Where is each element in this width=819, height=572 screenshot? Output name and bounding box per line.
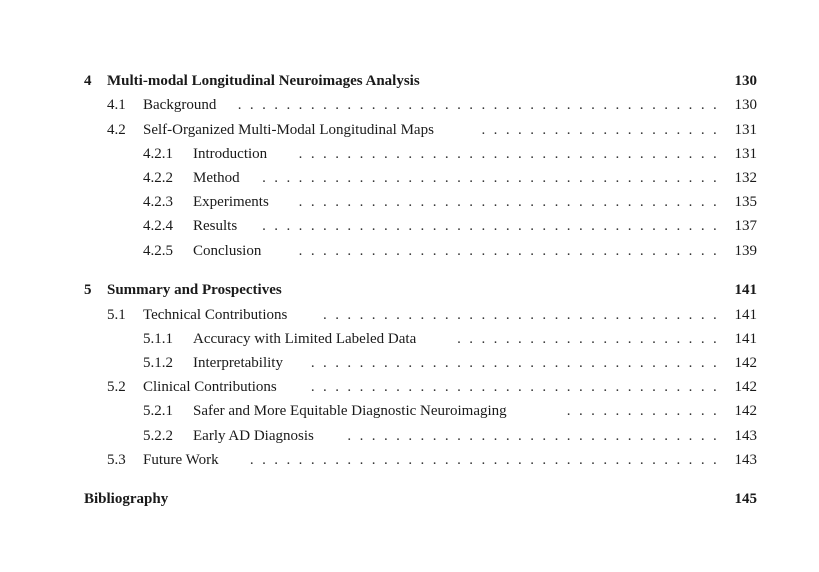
toc-page-number: 141	[734, 282, 757, 298]
toc-title: Future Work	[143, 452, 219, 468]
toc-title: Accuracy with Limited Labeled Data	[193, 331, 417, 347]
toc-bibliography[interactable]	[0, 489, 819, 509]
dot-leader: . . . . . . . . . . . . . . . . . . . .	[481, 122, 717, 138]
toc-page-number: 131	[734, 122, 757, 138]
dot-leader: . . . . . . . . . . . . .	[566, 403, 717, 419]
toc-number: 4.2.2	[143, 170, 173, 186]
toc-page-number: 143	[734, 428, 757, 444]
toc-subsection-4-2-4[interactable]	[0, 216, 819, 236]
toc-title: Experiments	[193, 194, 269, 210]
toc-title: Safer and More Equitable Diagnostic Neuroimaging	[193, 403, 507, 419]
toc-title: Early AD Diagnosis	[193, 428, 314, 444]
toc-page-number: 145	[734, 491, 757, 507]
toc-number: 5.1	[107, 307, 126, 323]
dot-leader: . . . . . . . . . . . . . . . . . . . . . . . . . . . . . . . . . .	[310, 379, 717, 395]
dot-leader: . . . . . . . . . . . . . . . . . . . . . .	[457, 331, 717, 347]
toc-number: 4	[84, 73, 92, 89]
toc-subsection-5-2-1[interactable]	[0, 401, 819, 421]
toc-title: Clinical Contributions	[143, 379, 277, 395]
toc-title: Background	[143, 97, 217, 113]
toc-number: 5.1.2	[143, 355, 173, 371]
toc-section-5-2[interactable]	[0, 377, 819, 397]
toc-page-number: 142	[734, 355, 757, 371]
dot-leader: . . . . . . . . . . . . . . . . . . . . . . . . . . . . . . . . . . . . . .	[262, 218, 717, 234]
toc-number: 5.2.2	[143, 428, 173, 444]
dot-leader: . . . . . . . . . . . . . . . . . . . . . . . . . . . . . . . . . .	[310, 355, 717, 371]
dot-leader: . . . . . . . . . . . . . . . . . . . . . . . . . . . . . . . . . . . . . .	[262, 170, 717, 186]
toc-page-number: 135	[734, 194, 757, 210]
toc-title: Bibliography	[84, 491, 169, 507]
dot-leader: . . . . . . . . . . . . . . . . . . . . . . . . . . . . . . .	[347, 428, 717, 444]
toc-title: Results	[193, 218, 238, 234]
toc-title: Multi-modal Longitudinal Neuroimages Analysis	[107, 73, 420, 89]
toc-section-4-1[interactable]	[0, 95, 819, 115]
dot-leader: . . . . . . . . . . . . . . . . . . . . . . . . . . . . . . . . . . .	[298, 243, 717, 259]
toc-section-4-2[interactable]	[0, 120, 819, 140]
dot-leader: . . . . . . . . . . . . . . . . . . . . . . . . . . . . . . . . . . . . . . . .	[237, 97, 717, 113]
toc-number: 5.1.1	[143, 331, 173, 347]
toc-title: Method	[193, 170, 240, 186]
dot-leader: . . . . . . . . . . . . . . . . . . . . . . . . . . . . . . . . . . . . . . .	[249, 452, 717, 468]
toc-title: Conclusion	[193, 243, 262, 259]
toc-title: Self-Organized Multi-Modal Longitudinal Maps	[143, 122, 434, 138]
toc-page-number: 137	[734, 218, 757, 234]
toc-number: 5.2	[107, 379, 126, 395]
toc-page-number: 130	[734, 73, 757, 89]
toc-subsection-4-2-1[interactable]	[0, 144, 819, 164]
toc-subsection-5-2-2[interactable]	[0, 426, 819, 446]
toc-number: 4.2.5	[143, 243, 173, 259]
toc-chapter-5[interactable]	[0, 280, 819, 300]
toc-number: 4.1	[107, 97, 126, 113]
toc-number: 5.2.1	[143, 403, 173, 419]
toc-page-number: 143	[734, 452, 757, 468]
toc-page-number: 141	[734, 331, 757, 347]
toc-title: Interpretability	[193, 355, 283, 371]
toc-title: Summary and Prospectives	[107, 282, 282, 298]
toc-number: 5.3	[107, 452, 126, 468]
toc-number: 4.2	[107, 122, 126, 138]
toc-page-number: 141	[734, 307, 757, 323]
toc-number: 4.2.1	[143, 146, 173, 162]
toc-number: 4.2.3	[143, 194, 173, 210]
toc-chapter-4[interactable]	[0, 71, 819, 91]
toc-page-number: 142	[734, 403, 757, 419]
toc-number: 4.2.4	[143, 218, 173, 234]
dot-leader: . . . . . . . . . . . . . . . . . . . . . . . . . . . . . . . . . . .	[298, 194, 717, 210]
toc-subsection-4-2-5[interactable]	[0, 241, 819, 261]
toc-subsection-5-1-1[interactable]	[0, 329, 819, 349]
toc-subsection-4-2-3[interactable]	[0, 192, 819, 212]
toc-title: Technical Contributions	[143, 307, 288, 323]
toc-section-5-1[interactable]	[0, 305, 819, 325]
toc-page-number: 131	[734, 146, 757, 162]
toc-section-5-3[interactable]	[0, 450, 819, 470]
toc-page-number: 142	[734, 379, 757, 395]
toc-title: Introduction	[193, 146, 268, 162]
toc-page-number: 132	[734, 170, 757, 186]
toc-page-number: 130	[734, 97, 757, 113]
dot-leader: . . . . . . . . . . . . . . . . . . . . . . . . . . . . . . . . .	[323, 307, 717, 323]
toc-subsection-5-1-2[interactable]	[0, 353, 819, 373]
toc-subsection-4-2-2[interactable]	[0, 168, 819, 188]
toc-number: 5	[84, 282, 92, 298]
toc-page-number: 139	[734, 243, 757, 259]
dot-leader: . . . . . . . . . . . . . . . . . . . . . . . . . . . . . . . . . . .	[298, 146, 717, 162]
